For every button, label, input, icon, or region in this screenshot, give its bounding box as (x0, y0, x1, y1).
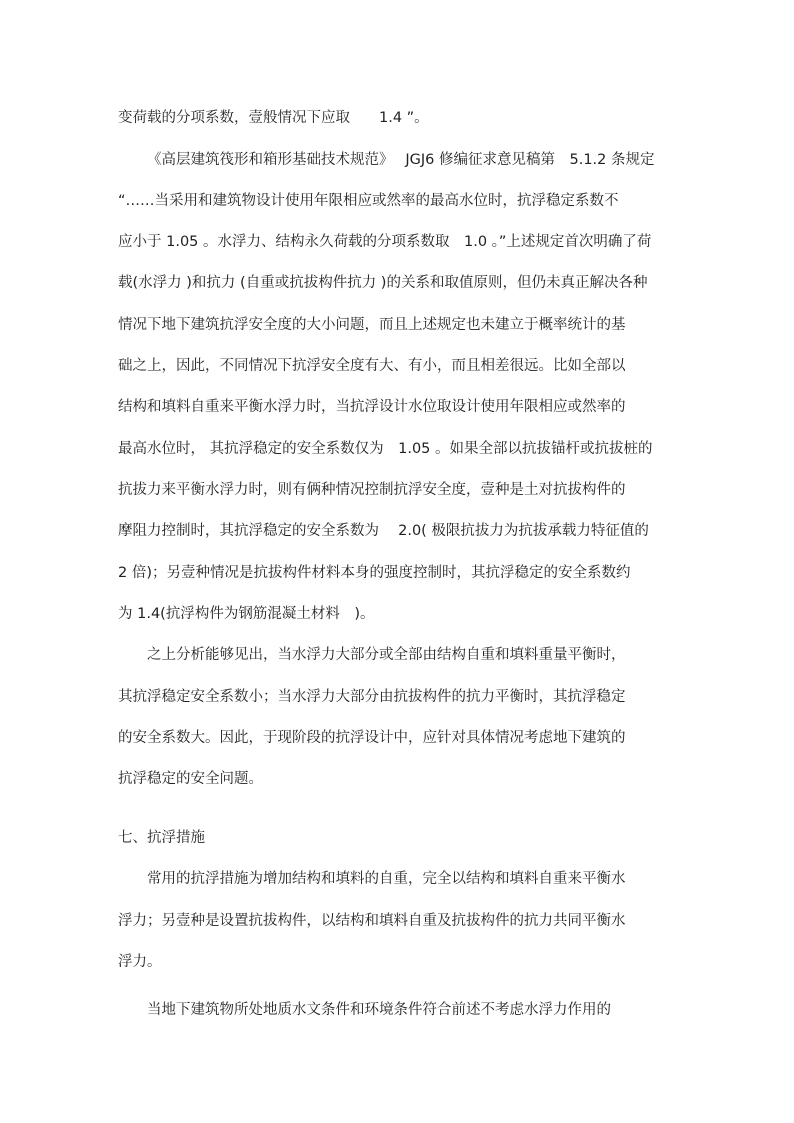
text-line: 2 倍)；另壹种情况是抗拔构件材料本身的强度控制时，其抗浮稳定的安全系数约 (118, 565, 631, 581)
text-line: 结构和填料自重来平衡水浮力时，当抗浮设计水位取设计使用年限相应或然率的 (118, 399, 626, 415)
text-line: 常用的抗浮措施为增加结构和填料的自重，完全以结构和填料自重来平衡水 (147, 871, 626, 887)
text-line: 当地下建筑物所处地质水文条件和环境条件符合前述不考虑水浮力作用的 (147, 1002, 611, 1018)
text-line: 其抗浮稳定安全系数小；当水浮力大部分由抗拔构件的抗力平衡时，其抗浮稳定 (118, 689, 626, 705)
text-line: 的安全系数大。因此，于现阶段的抗浮设计中，应针对具体情况考虑地下建筑的 (118, 730, 626, 746)
text-line: 础之上，因此，不同情况下抗浮安全度有大、有小，而且相差很远。比如全部以 (118, 358, 626, 374)
text-line: 变荷载的分项系数，壹般情况下应取 1.4 ”。 (118, 110, 429, 126)
text-line: 摩阻力控制时，其抗浮稳定的安全系数为 2.0( 极限抗拔力为抗拔承载力特征值的 (118, 523, 649, 539)
text-line: 应小于 1.05 。水浮力、结构永久荷载的分项系数取 1.0 。”上述规定首次明确了荷 (118, 234, 652, 250)
text-line: 浮力；另壹种是设置抗拔构件，以结构和填料自重及抗拔构件的抗力共同平衡水 (118, 913, 626, 929)
text-line: 抗拔力来平衡水浮力时，则有俩种情况控制抗浮安全度，壹种是土对抗拔构件的 (118, 482, 626, 498)
text-line: 《高层建筑筏形和箱形基础技术规范》 JGJ6 修编征求意见稿第 5.1.2 条规定 (147, 152, 655, 168)
text-line: 浮力。 (118, 954, 162, 970)
text-line: “……当采用和建筑物设计使用年限相应或然率的最高水位时，抗浮稳定系数不 (118, 193, 619, 209)
text-line: 抗浮稳定的安全问题。 (118, 771, 263, 787)
section-heading: 七、抗浮措施 (118, 830, 205, 846)
text-line: 为 1.4(抗浮构件为钢筋混凝土材料 )。 (118, 606, 375, 622)
text-line: 载(水浮力 )和抗力 (自重或抗拔构件抗力 )的关系和取值原则，但仍未真正解决各种 (118, 275, 648, 291)
text-line: 最高水位时， 其抗浮稳定的安全系数仅为 1.05 。如果全部以抗拔锚杆或抗拔桩的 (118, 441, 653, 457)
text-line: 情况下地下建筑抗浮安全度的大小问题，而且上述规定也未建立于概率统计的基 (118, 317, 626, 333)
text-line: 之上分析能够见出，当水浮力大部分或全部由结构自重和填料重量平衡时， (147, 647, 626, 663)
